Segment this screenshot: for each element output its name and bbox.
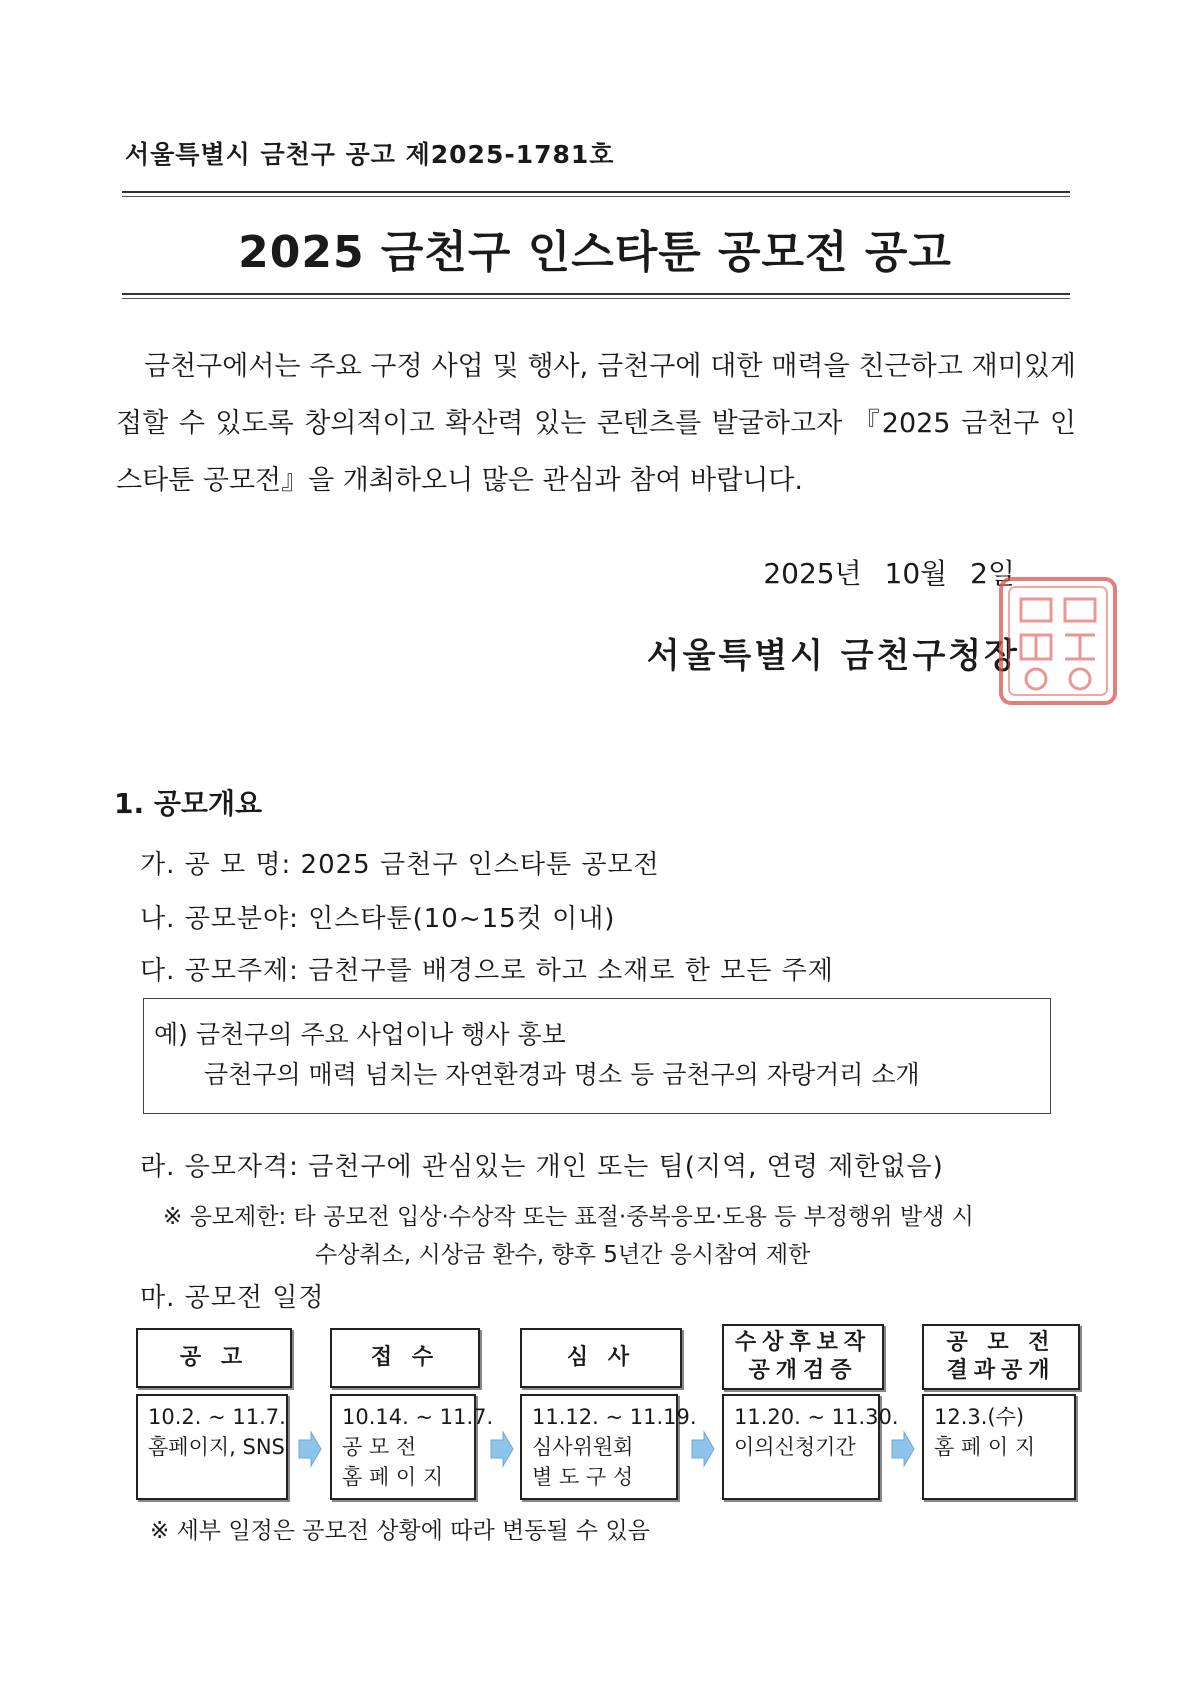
step-title-line-2: 공개검증 bbox=[748, 1358, 858, 1383]
contest-name: 가. 공 모 명: 2025 금천구 인스타툰 공모전 bbox=[140, 850, 660, 880]
issuer-name: 서울특별시 금천구청장 bbox=[646, 636, 1020, 676]
example-line-1: 예) 금천구의 주요 사업이나 행사 홍보 bbox=[154, 1020, 566, 1049]
intro-paragraph bbox=[116, 338, 1076, 509]
schedule-heading: 마. 공모전 일정 bbox=[140, 1283, 325, 1313]
top-rule bbox=[122, 191, 1070, 197]
step-title-line: 접 수 bbox=[370, 1345, 440, 1370]
intro-text: 금천구에서는 주요 구정 사업 및 행사, 금천구에 대한 매력을 친근하고 재미있게 접할 수 있도록 창의적이고 확산력 있는 콘텐츠를 발굴하고자 『2025 금천구 인스타툰 공모전』을 개최하오니 많은 관심과 참여 바랍니다. bbox=[116, 351, 1076, 496]
step-title-line: 수상후보작 bbox=[734, 1330, 872, 1355]
arrow-right-icon bbox=[890, 1430, 916, 1468]
step-period: 11.20. ~ 11.30. bbox=[734, 1405, 899, 1429]
schedule-step-title bbox=[330, 1328, 480, 1388]
notice-number: 서울특별시 금천구 공고 제2025-1781호 bbox=[125, 140, 615, 169]
step-detail-2: 별 도 구 성 bbox=[532, 1465, 634, 1489]
contest-eligibility: 라. 응모자격: 금천구에 관심있는 개인 또는 팀(지역, 연령 제한없음) bbox=[140, 1152, 944, 1182]
step-period: 11.12. ~ 11.19. bbox=[532, 1405, 697, 1429]
schedule-step-body bbox=[136, 1394, 288, 1500]
schedule-step-body bbox=[520, 1394, 697, 1500]
step-period: 10.2. ~ 11.7. bbox=[148, 1405, 286, 1429]
example-line-2: 금천구의 매력 넘치는 자연환경과 명소 등 금천구의 자랑거리 소개 bbox=[204, 1060, 920, 1089]
contest-field: 나. 공모분야: 인스타툰(10~15컷 이내) bbox=[140, 904, 616, 934]
official-seal bbox=[997, 575, 1119, 707]
schedule-step-body bbox=[922, 1394, 1076, 1500]
step-detail-2: 홈 페 이 지 bbox=[342, 1465, 444, 1489]
restriction-line-1: ※ 응모제한: 타 공모전 입상·수상작 또는 표절·중복응모·도용 등 부정행위 발생 시 bbox=[163, 1204, 974, 1230]
contest-theme: 다. 공모주제: 금천구를 배경으로 하고 소재로 한 모든 주제 bbox=[140, 956, 834, 986]
step-title-line: 공 고 bbox=[179, 1345, 249, 1370]
page-title: 2025 금천구 인스타툰 공모전 공고 bbox=[238, 227, 952, 278]
step-period: 12.3.(수) bbox=[934, 1405, 1025, 1429]
arrow-right-icon bbox=[297, 1430, 323, 1468]
step-detail-2: 홈 페 이 지 bbox=[934, 1435, 1036, 1459]
example-box bbox=[143, 998, 1051, 1114]
notice-date: 2025년 10월 2일 bbox=[763, 557, 1015, 590]
step-detail-1: 심사위원회 bbox=[532, 1435, 634, 1459]
schedule-step-title bbox=[722, 1324, 884, 1390]
schedule-note: ※ 세부 일정은 공모전 상황에 따라 변동될 수 있음 bbox=[150, 1518, 650, 1544]
step-title-line: 심 사 bbox=[566, 1345, 636, 1370]
step-title-line-2: 결과공개 bbox=[946, 1358, 1056, 1383]
schedule-step-body bbox=[722, 1394, 899, 1500]
arrow-right-icon bbox=[489, 1430, 515, 1468]
step-detail-2: 이의신청기간 bbox=[734, 1435, 856, 1459]
step-title-line: 공 모 전 bbox=[946, 1330, 1056, 1355]
section-heading: 1. 공모개요 bbox=[114, 787, 263, 820]
schedule-step-title bbox=[136, 1328, 292, 1388]
step-period: 10.14. ~ 11.7. bbox=[342, 1405, 494, 1429]
arrow-right-icon bbox=[690, 1430, 716, 1468]
step-detail-2: 홈페이지, SNS bbox=[148, 1435, 285, 1459]
schedule-step-title bbox=[520, 1328, 682, 1388]
step-detail-1: 공 모 전 bbox=[342, 1435, 417, 1459]
restriction-line-2: 수상취소, 시상금 환수, 향후 5년간 응시참여 제한 bbox=[315, 1242, 811, 1268]
schedule-step-title bbox=[922, 1324, 1080, 1390]
title-rule bbox=[122, 293, 1070, 299]
schedule-step-body bbox=[330, 1394, 494, 1500]
